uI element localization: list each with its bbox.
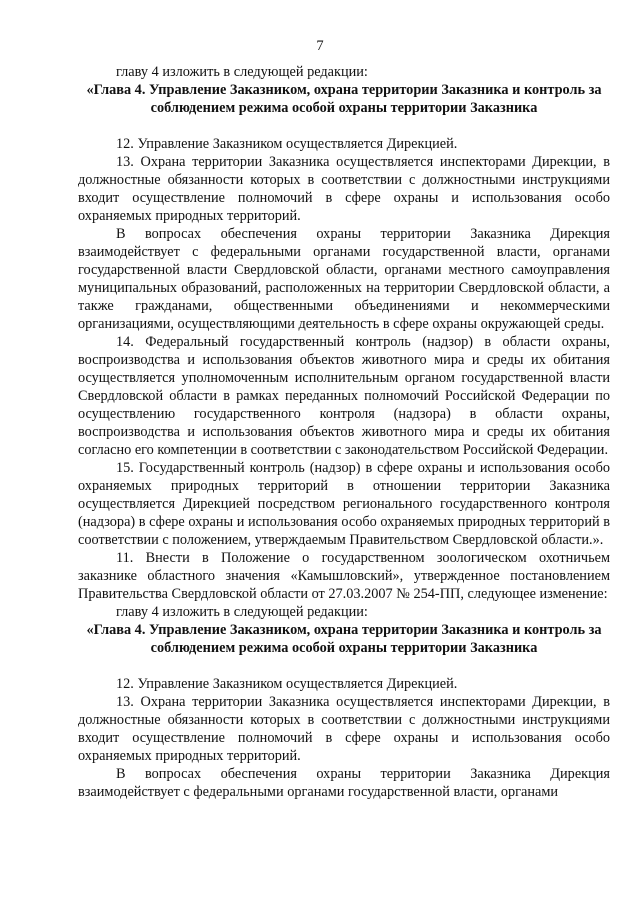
blank-line	[78, 657, 610, 675]
cooperation-paragraph-1: В вопросах обеспечения охраны территории Заказника Дирекция взаимодействует с федеральными органами государственной власти, органами государственной власти Свердловской области, органами местного самоуправления муниципальных образований, расположенных на территории Свердловской области, а также гражданами, общественными объединениями и некоммерческими организациями, осуществляющими деятельность в сфере охраны окружающей среды.	[78, 226, 610, 332]
page-number: 7	[316, 38, 324, 54]
chapter-heading-2: «Глава 4. Управление Заказником, охрана территории Заказника и контроль за соблюдением режима особой охраны территории Заказника	[86, 622, 602, 656]
item-13-paragraph-1: 13. Охрана территории Заказника осуществляется инспекторами Дирекции, в должностные обязанности которых в соответствии с должностными инструкциями входит осуществление полномочий в сфере охраны и использования особо охраняемых природных территорий.	[78, 154, 610, 224]
item-15-paragraph: 15. Государственный контроль (надзор) в сфере охраны и использования особо охраняемых природных территорий в отношении территории Заказника осуществляется Дирекцией посредством регионального государственного контроля (надзора) в сфере охраны и использования особо охраняемых природных территорий в соответствии с положением, утверждаемым Правительством Свердловской области.».	[78, 460, 610, 548]
blank-line	[78, 117, 610, 135]
item-13-paragraph-2: 13. Охрана территории Заказника осуществляется инспекторами Дирекции, в должностные обязанности которых в соответствии с должностными инструкциями входит осуществление полномочий в сфере охраны и использования особо охраняемых природных территорий.	[78, 694, 610, 764]
intro-paragraph-1: главу 4 изложить в следующей редакции:	[116, 64, 368, 80]
document-body	[78, 63, 610, 801]
item-12-paragraph-2: 12. Управление Заказником осуществляется Дирекцией.	[116, 676, 458, 692]
chapter-heading-1: «Глава 4. Управление Заказником, охрана территории Заказника и контроль за соблюдением режима особой охраны территории Заказника	[86, 82, 602, 116]
item-14-paragraph: 14. Федеральный государственный контроль (надзор) в области охраны, воспроизводства и использования объектов животного мира и среды их обитания осуществляется уполномоченным исполнительным органом государственной власти Свердловской области в рамках переданных полномочий Российской Федерации по осуществлению государственного контроля (надзора) в области охраны, воспроизводства и использования объектов животного мира и среды их обитания согласно его компетенции в соответствии с законодательством Российской Федерации.	[78, 334, 610, 458]
cooperation-paragraph-2: В вопросах обеспечения охраны территории Заказника Дирекция взаимодействует с федеральными органами государственной власти, органами	[78, 766, 610, 800]
intro-paragraph-2: главу 4 изложить в следующей редакции:	[116, 604, 368, 620]
item-11-paragraph: 11. Внести в Положение о государственном зоологическом охотничьем заказнике областного значения «Камышловский», утвержденное постановлением Правительства Свердловской области от 27.03.2007 № 254-ПП, следующее изменение:	[78, 550, 610, 602]
item-12-paragraph-1: 12. Управление Заказником осуществляется Дирекцией.	[116, 136, 458, 152]
